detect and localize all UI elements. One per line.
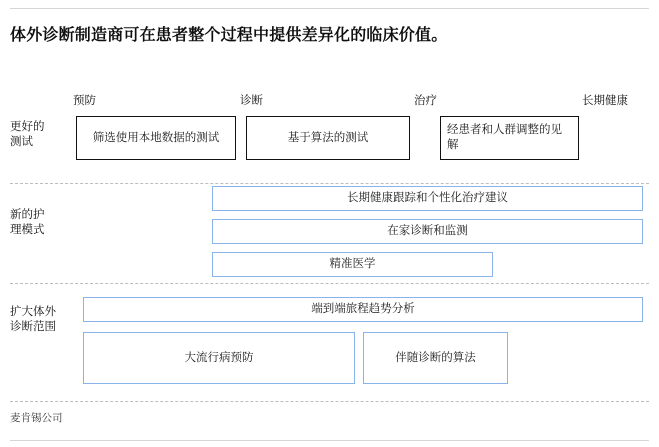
box-companion-diagnostic-algorithm: 伴随诊断的算法: [363, 332, 508, 384]
page-title: 体外诊断制造商可在患者整个过程中提供差异化的临床价值。: [10, 27, 448, 44]
row-separator-3: [10, 401, 649, 402]
row-label-care-models-line2: 理模式: [10, 224, 45, 236]
row-separator-1: [10, 183, 649, 184]
box-precision-medicine: 精准医学: [212, 252, 493, 277]
row-label-expanded-scope-line2: 诊断范围: [10, 321, 56, 333]
box-long-term-health-tracking: 长期健康跟踪和个性化治疗建议: [212, 186, 643, 211]
row-label-expanded-scope: [10, 305, 72, 335]
top-divider: [10, 8, 649, 9]
box-algorithm-based-test: 基于算法的测试: [246, 116, 410, 160]
box-patient-population-insights: 经患者和人群调整的见解: [440, 116, 579, 160]
column-header-treatment: 治疗: [414, 95, 437, 107]
box-home-diagnosis-monitoring: 在家诊断和监测: [212, 219, 643, 244]
row-label-better-tests: [10, 120, 72, 150]
column-header-long-term-health: 长期健康: [582, 95, 628, 107]
source-attribution: 麦肯锡公司: [10, 412, 63, 424]
row-label-expanded-scope-line1: 扩大体外: [10, 306, 56, 318]
box-end-to-end-journey-analysis: 端到端旅程趋势分析: [83, 297, 643, 322]
box-pandemic-prevention: 大流行病预防: [83, 332, 355, 384]
row-separator-2: [10, 283, 649, 284]
column-header-prevention: 预防: [73, 95, 96, 107]
row-label-better-tests-line2: 测试: [10, 136, 33, 148]
box-screening-local-data: 筛选使用本地数据的测试: [76, 116, 236, 160]
row-label-care-models: [10, 208, 72, 238]
column-header-diagnosis: 诊断: [240, 95, 263, 107]
row-label-care-models-line1: 新的护: [10, 209, 45, 221]
bottom-divider: [10, 440, 649, 441]
row-label-better-tests-line1: 更好的: [10, 121, 45, 133]
